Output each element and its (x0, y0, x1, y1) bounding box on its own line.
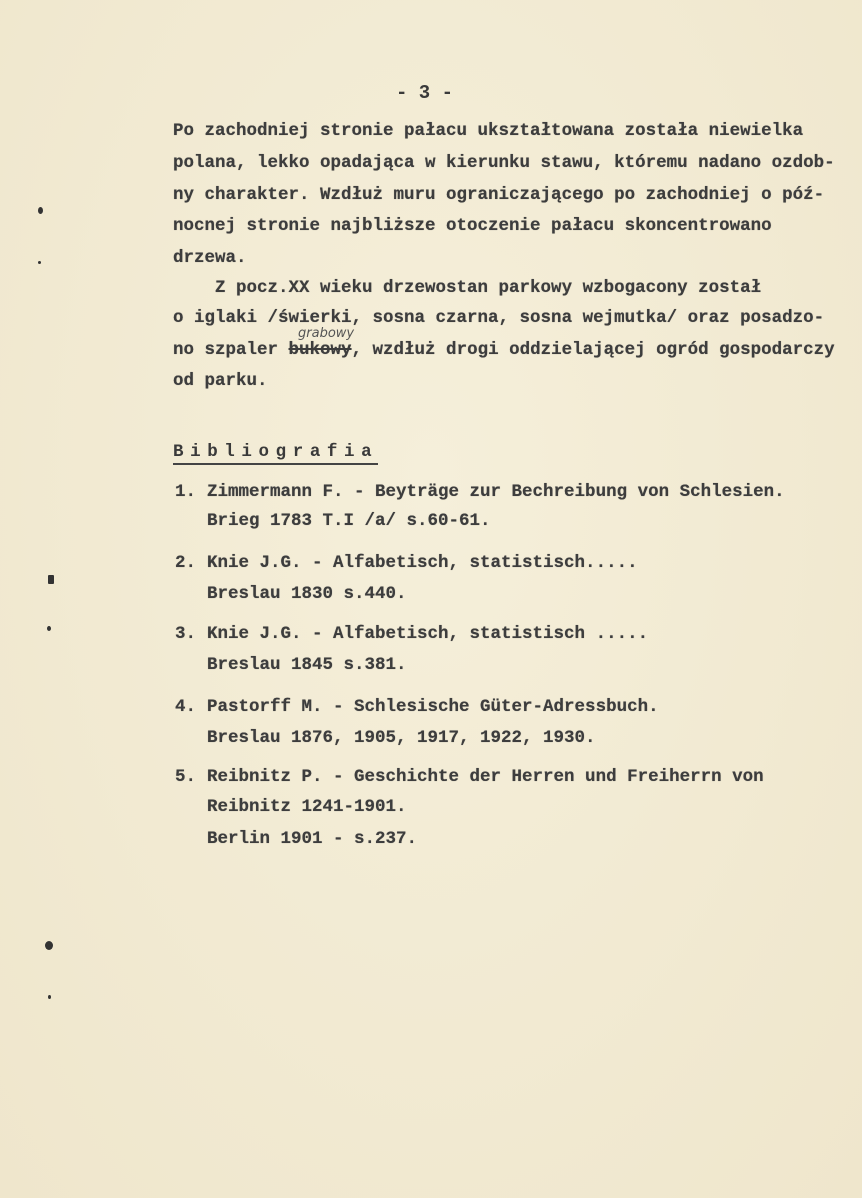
margin-mark (38, 207, 43, 214)
margin-mark (48, 995, 51, 999)
margin-mark (47, 626, 51, 631)
bib-number: 4. (175, 697, 197, 717)
bib-line: Berlin 1901 - s.237. (207, 829, 418, 849)
bib-line: Brieg 1783 T.I /a/ s.60-61. (207, 511, 491, 531)
bib-number: 3. (175, 624, 197, 644)
margin-mark (38, 261, 41, 264)
bib-line: Pastorff M. - Schlesische Güter-Adressbuch. (207, 697, 659, 717)
bib-line: Breslau 1876, 1905, 1917, 1922, 1930. (207, 728, 596, 748)
paragraph1-line: nocnej stronie najbliższe otoczenie pałacu skoncentrowano (173, 216, 772, 236)
bib-line: Reibnitz P. - Geschichte der Herren und Freiherrn von (207, 767, 764, 787)
paragraph1-line: ny charakter. Wzdłuż muru ograniczającego po zachodniej o póź- (173, 185, 825, 205)
line-end: , wzdłuż drogi oddzielającej ogród gospodarczy (351, 340, 835, 360)
bib-line: Zimmermann F. - Beyträge zur Bechreibung von Schlesien. (207, 482, 785, 502)
bibliography-heading: Bibliografia (173, 442, 378, 465)
paragraph2-line (173, 341, 835, 359)
paragraph1-line: Po zachodniej stronie pałacu ukształtowana została niewielka (173, 121, 804, 141)
bib-number: 1. (175, 482, 197, 502)
page-number: - 3 - (396, 82, 454, 104)
bib-line: Breslau 1845 s.381. (207, 655, 407, 675)
bib-number: 5. (175, 767, 197, 787)
paragraph2-line: o iglaki /świerki, sosna czarna, sosna wejmutka/ oraz posadzo- (173, 308, 825, 328)
bib-line: Knie J.G. - Alfabetisch, statistisch ..... (207, 624, 649, 644)
bib-line: Knie J.G. - Alfabetisch, statistisch..... (207, 553, 638, 573)
struck-word: bukowy (288, 340, 352, 360)
margin-mark (45, 941, 53, 950)
line-start: no szpaler (173, 340, 289, 360)
paragraph1-line: drzewa. (173, 248, 247, 268)
paragraph1-line: polana, lekko opadająca w kierunku stawu, któremu nadano ozdob- (173, 153, 835, 173)
margin-mark (48, 575, 54, 584)
bib-number: 2. (175, 553, 197, 573)
paragraph2-line: od parku. (173, 371, 268, 391)
bib-line: Reibnitz 1241-1901. (207, 797, 407, 817)
bib-line: Breslau 1830 s.440. (207, 584, 407, 604)
handwritten-correction: grabowy (298, 326, 355, 341)
paragraph2-line: Z pocz.XX wieku drzewostan parkowy wzbogacony został (173, 278, 762, 298)
